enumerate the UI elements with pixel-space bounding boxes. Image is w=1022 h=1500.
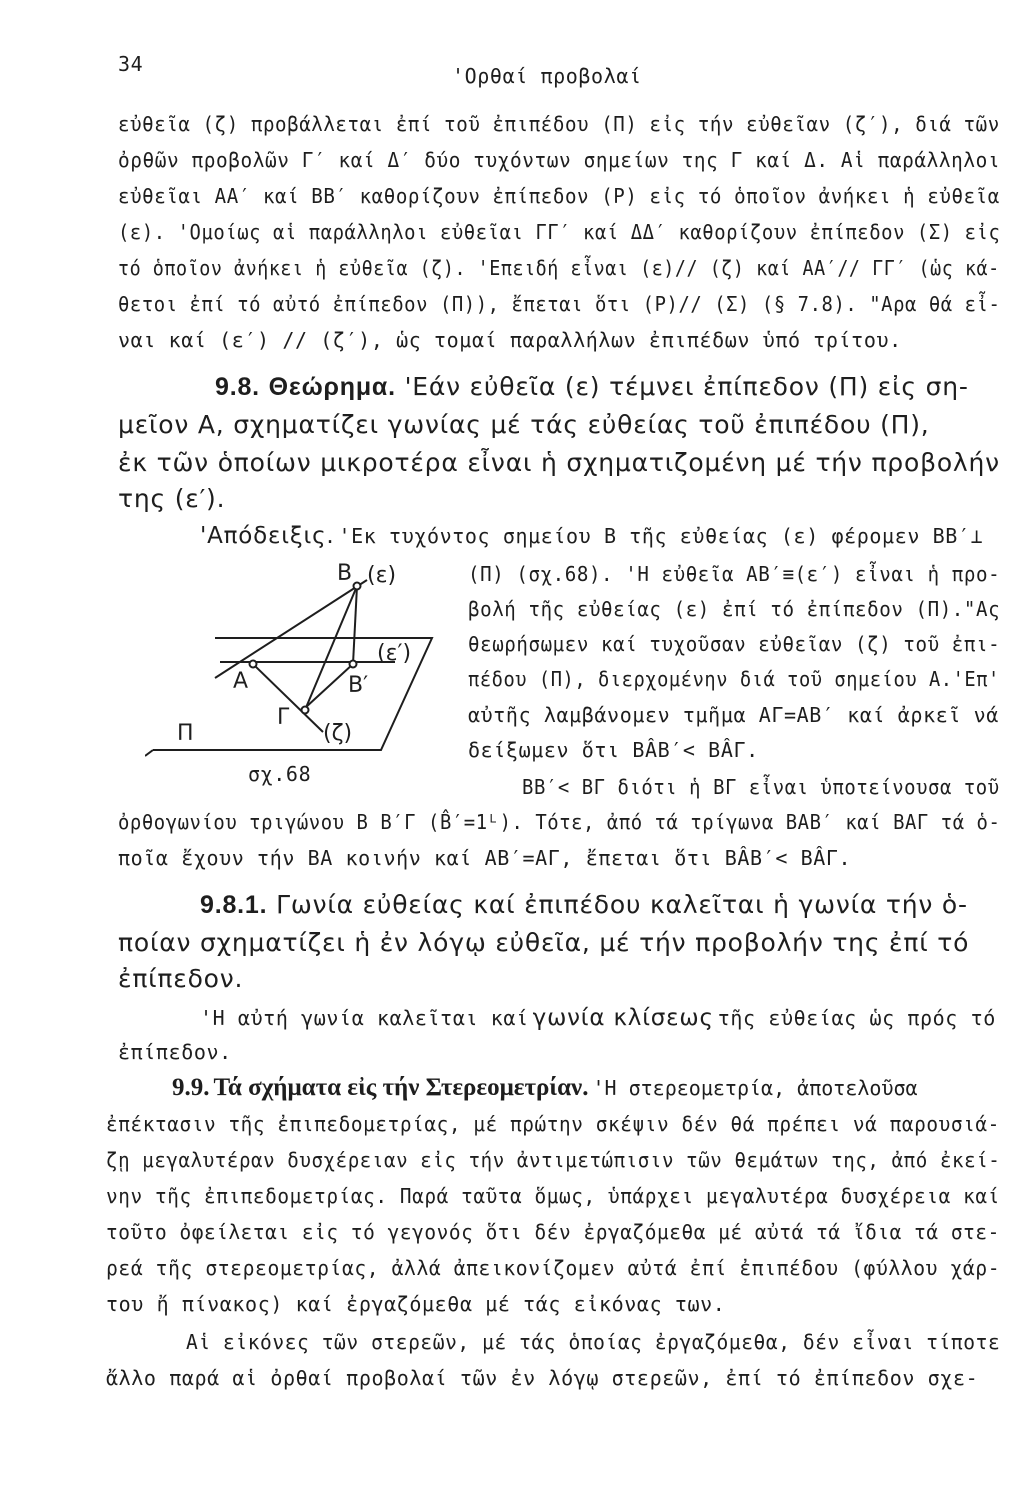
proof-side-line: πέδου (Π), διερχομένην διά τοῦ σημείου Α.'Επ': [468, 667, 1000, 691]
theorem-line: ἐκ τῶν ὁποίων μικροτέρα εἶναι ἡ σχηματιζομένη μέ τήν προβολήν: [118, 448, 1000, 477]
proof-line: ΒΒ′< ΒΓ διότι ἡ ΒΓ εἶναι ὑποτείνουσα τοῦ: [522, 775, 1000, 799]
theorem-heading: [215, 372, 969, 402]
label-e: (ε): [367, 563, 397, 588]
proof-line: ὀρθογωνίου τριγώνου Β Β′Γ (B̂′=1ᴸ). Τότε, ἀπό τά τρίγωνα ΒΑΒ′ καί ΒΑΓ τά ὁ-: [118, 810, 1001, 834]
section-line: ρεά τῆς στερεομετρίας, ἀλλά ἀπεικονίζομεν αὐτά ἐπί ἐπιπέδου (φύλλου χάρ-: [106, 1256, 1001, 1280]
note-text: 'Η αὐτή γωνία καλεῖται καί: [200, 1006, 529, 1030]
proof-text: 'Εκ τυχόντος σημείου Β τῆς εὐθείας (ε) φέρομεν ΒΒ′⊥: [338, 524, 984, 548]
definition-note: [200, 1005, 996, 1031]
note-text: τῆς εὐθείας ὡς πρός τό: [717, 1006, 996, 1030]
text-line: τό ὁποῖον ἀνήκει ἡ εὐθεῖα (ζ). 'Επειδή εἶναι (ε)// (ζ) καί ΑΑ′// ΓΓ′ (ὡς κά-: [118, 256, 1000, 280]
text-line: εὐθεῖαι ΑΑ′ καί ΒΒ′ καθορίζουν ἐπίπεδον (Ρ) εἰς τό ὁποῖον ἀνήκει ἡ εὐθεῖα: [118, 184, 1000, 208]
text-line: (ε). 'Ομοίως αἱ παράλληλοι εὐθεῖαι ΓΓ′ καί ΔΔ′ καθορίζουν ἐπίπεδον (Σ) εἰς: [118, 220, 1001, 244]
proof-line: ποῖα ἔχουν τήν ΒΑ κοινήν καί ΑΒ′=ΑΓ, ἔπεται ὅτι ΒÂΒ′< ΒÂΓ.: [118, 846, 852, 870]
section-title: Τά σχήματα εἰς τήν Στερεομετρίαν.: [213, 1074, 589, 1101]
label-gamma: Γ: [277, 705, 290, 730]
section-number: 9.9.: [172, 1074, 210, 1101]
proof-side-line: αὐτῆς λαμβάνομεν τμῆμα ΑΓ=ΑΒ′ καί ἀρκεῖ νά: [468, 703, 999, 727]
section-line: ἐπέκτασιν τῆς ἐπιπεδομετρίας, μέ πρώτην σκέψιν δέν θά πρέπει νά παρουσιά-: [106, 1112, 1000, 1136]
section-line: ζῃ μεγαλυτέραν δυσχέρειαν εἰς τήν ἀντιμετώπισιν τῶν θεμάτων της, ἀπό ἐκεί-: [106, 1148, 1001, 1172]
figure-caption: σχ.68: [248, 762, 312, 786]
point-gamma: [302, 707, 309, 714]
proof-first-line: [200, 523, 983, 549]
section-line: ἄλλο παρά αἱ ὀρθαί προβολαί τῶν ἐν λόγῳ στερεῶν, ἐπί τό ἐπίπεδον σχε-: [106, 1366, 979, 1390]
section-text: 'Η στερεομετρία, ἀποτελοῦσα: [592, 1076, 918, 1100]
figure-68: [145, 560, 445, 790]
definition-line: ποίαν σχηματίζει ἡ ἐν λόγῳ εὐθεῖα, μέ τήν προβολήν της ἐπί τό: [118, 928, 970, 957]
definition-line: Γωνία εὐθείας καί ἐπιπέδου καλεῖται ἡ γωνία τήν ὁ-: [276, 890, 968, 919]
text-line: θετοι ἐπί τό αὐτό ἐπίπεδον (Π)), ἔπεται ὅτι (Ρ)// (Σ) (§ 7.8). "Αρα θά εἶ-: [118, 292, 1001, 316]
point-b: [354, 583, 361, 590]
section-line: τοῦτο ὀφείλεται εἰς τό γεγονός ὅτι δέν ἐργαζόμεθα μέ αὐτά τά ἴδια τά στε-: [106, 1220, 1000, 1244]
label-pi: Π: [177, 721, 194, 746]
text-line: ναι καί (ε′) // (ζ′), ὡς τομαί παραλλήλων ἐπιπέδων ὑπό τρίτου.: [118, 328, 902, 352]
text-line: εὐθεῖα (ζ) προβάλλεται ἐπί τοῦ ἐπιπέδου (Π) εἰς τήν εὐθεῖαν (ζ′), διά τῶν: [118, 112, 1000, 136]
text-line: ὀρθῶν προβολῶν Γ′ καί Δ′ δύο τυχόντων σημείων της Γ καί Δ. Αἱ παράλληλοι: [118, 148, 1001, 172]
note-term: γωνία κλίσεως: [532, 1005, 714, 1031]
theorem-line: 'Εάν εὐθεῖα (ε) τέμνει ἐπίπεδον (Π) εἰς ση-: [404, 372, 969, 401]
segment-gamma-b-prime: [305, 664, 353, 708]
segment-bb-prime: [353, 586, 357, 664]
section-line: νην τῆς ἐπιπεδομετρίας. Παρά ταῦτα ὅμως, ὑπάρχει μεγαλυτέρα δυσχέρεια καί: [106, 1184, 1000, 1208]
running-title: 'Ορθαί προβολαί: [452, 64, 642, 88]
proof-side-line: (Π) (σχ.68). 'Η εὐθεῖα ΑΒ′≡(ε′) εἶναι ἡ προ-: [468, 562, 1001, 586]
theorem-line: της (ε′).: [118, 484, 226, 513]
theorem-label: Θεώρημα.: [268, 373, 396, 401]
definition-line: ἐπίπεδον.: [118, 964, 244, 993]
line-e: [215, 580, 367, 678]
point-a: [250, 661, 257, 668]
definition-note-line: ἐπίπεδον.: [118, 1040, 232, 1064]
proof-side-line: θεωρήσωμεν καί τυχοῦσαν εὐθεῖαν (ζ) τοῦ ἐπι-: [468, 632, 1001, 656]
definition-heading: [200, 890, 968, 920]
proof-side-line: δείξωμεν ὅτι ΒÂΒ′< ΒÂΓ.: [468, 738, 759, 762]
section-line: του ἤ πίνακος) καί ἐργαζόμεθα μέ τάς εἰκόνας των.: [106, 1292, 726, 1316]
point-b-prime: [350, 661, 357, 668]
label-z: (ζ): [323, 721, 353, 746]
proof-label: 'Απόδειξις.: [200, 523, 335, 549]
section-line: Αἱ εἰκόνες τῶν στερεῶν, μέ τάς ὁποίας ἐργαζόμεθα, δέν εἶναι τίποτε: [186, 1330, 1001, 1354]
label-b-prime: Β′: [348, 673, 369, 698]
section-heading: [172, 1074, 918, 1102]
definition-number: 9.8.1.: [200, 891, 268, 919]
theorem-number: 9.8.: [215, 373, 260, 401]
theorem-line: μεῖον Α, σχηματίζει γωνίας μέ τάς εὐθείας τοῦ ἐπιπέδου (Π),: [118, 410, 930, 439]
proof-side-line: βολή τῆς εὐθείας (ε) ἐπί τό ἐπίπεδον (Π)."Ας: [468, 597, 1001, 621]
page-number: 34: [118, 52, 144, 76]
label-a: Α: [233, 669, 249, 694]
label-e-prime: (ε′): [377, 641, 412, 666]
label-b: Β: [337, 561, 353, 586]
